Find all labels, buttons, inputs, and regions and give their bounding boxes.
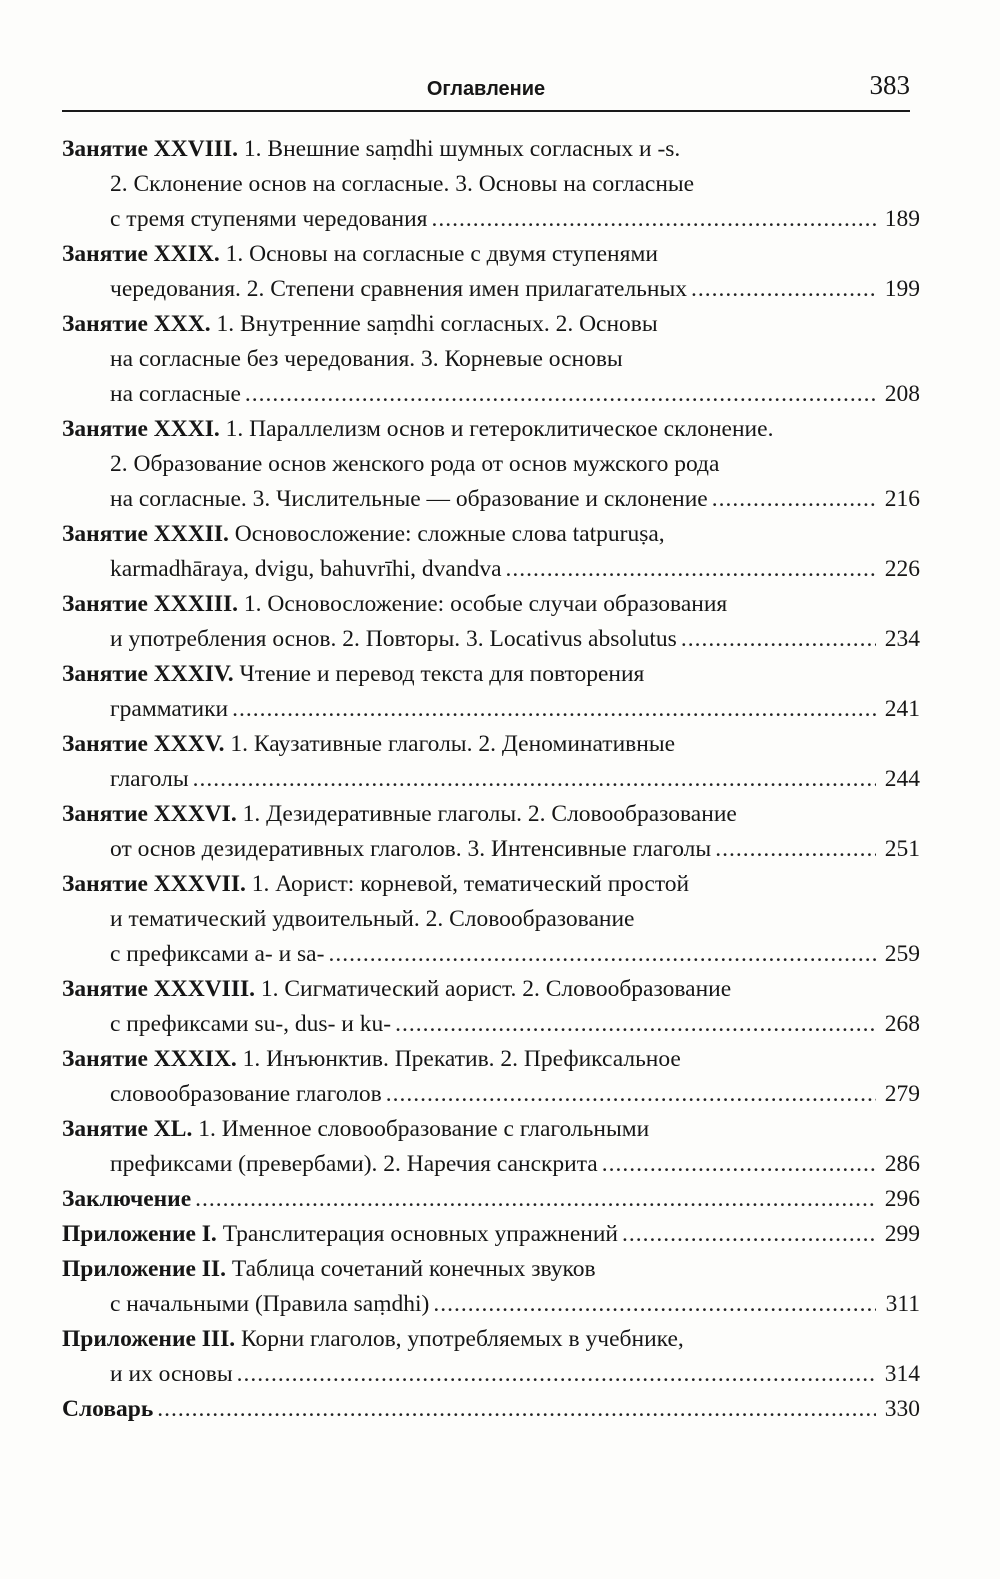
toc-entry-label: Приложение III.: [62, 1326, 236, 1352]
dot-leader: [195, 1182, 876, 1217]
toc-page-number: 296: [884, 1186, 920, 1212]
toc-entry-line: [62, 237, 920, 272]
toc-entry-text: Чтение и перевод текста для повторения: [239, 661, 645, 687]
toc-page-number: 330: [884, 1396, 920, 1422]
toc-page-number: 259: [884, 941, 920, 967]
toc-entry-line: [62, 1182, 920, 1217]
toc-entry-text: 1. Дезидеративные глаголы. 2. Словообразование: [242, 801, 737, 827]
toc-entry: [62, 412, 920, 517]
toc-entry-line: [62, 377, 920, 412]
toc-page-number: 208: [884, 381, 920, 407]
toc-entry-line: [62, 1217, 920, 1252]
toc-entry: [62, 1112, 920, 1182]
toc-page-number: 286: [884, 1151, 920, 1177]
toc-page-number: 241: [884, 696, 920, 722]
dot-leader: [506, 552, 876, 587]
toc-entry-text: 1. Внутренние saṃdhi согласных. 2. Основы: [216, 311, 658, 337]
toc-entry-text: с начальными (Правила saṃdhi): [110, 1291, 430, 1317]
dot-leader: [431, 202, 876, 237]
table-of-contents: [62, 132, 920, 1427]
toc-entry: [62, 307, 920, 412]
toc-entry: [62, 867, 920, 972]
toc-entry-line: [62, 622, 920, 657]
toc-entry: [62, 132, 920, 237]
toc-entry-line: [62, 1077, 920, 1112]
toc-entry-line: [62, 972, 920, 1007]
dot-leader: [245, 377, 876, 412]
toc-entry-line: [62, 552, 920, 587]
toc-entry-text: на согласные без чередования. 3. Корневые основы: [110, 346, 623, 372]
toc-entry-line: [62, 342, 920, 377]
toc-entry-text: на согласные. 3. Числительные — образование и склонение: [110, 486, 708, 512]
toc-page-number: 189: [884, 206, 920, 232]
dot-leader: [622, 1217, 876, 1252]
toc-entry-line: [62, 797, 920, 832]
toc-entry-label: Заключение: [62, 1186, 192, 1212]
toc-page-number: 244: [884, 766, 920, 792]
dot-leader: [157, 1392, 876, 1427]
dot-leader: [715, 832, 876, 867]
toc-entry-text: глаголы: [110, 766, 189, 792]
toc-page-number: 279: [884, 1081, 920, 1107]
toc-entry-label: Занятие XXIX.: [62, 241, 220, 267]
toc-entry-label: Словарь: [62, 1396, 154, 1422]
toc-entry-text: Таблица сочетаний конечных звуков: [231, 1256, 596, 1282]
toc-entry: [62, 797, 920, 867]
toc-entry-text: и тематический удвоительный. 2. Словообразование: [110, 906, 635, 932]
toc-entry: [62, 587, 920, 657]
toc-entry-line: [62, 832, 920, 867]
toc-entry-text: чередования. 2. Степени сравнения имен прилагательных: [110, 276, 688, 302]
dot-leader: [681, 622, 876, 657]
toc-entry-text: и употребления основ. 2. Повторы. 3. Locativus absolutus: [110, 626, 677, 652]
dot-leader: [328, 937, 876, 972]
toc-entry-text: 1. Основы на согласные с двумя ступенями: [225, 241, 658, 267]
toc-entry-text: Основосложение: сложные слова tatpuruṣa,: [234, 521, 665, 547]
toc-page-number: 234: [884, 626, 920, 652]
toc-entry-label: Занятие XXXVIII.: [62, 976, 255, 1002]
dot-leader: [193, 762, 876, 797]
toc-entry-line: [62, 1322, 920, 1357]
toc-entry-label: Занятие XXXVII.: [62, 871, 246, 897]
toc-entry-label: Занятие XXXV.: [62, 731, 225, 757]
toc-entry-text: 1. Сигматический аорист. 2. Словообразование: [260, 976, 732, 1002]
toc-entry-label: Занятие XXXIII.: [62, 591, 239, 617]
toc-entry-line: [62, 272, 920, 307]
toc-entry: [62, 1322, 920, 1392]
toc-entry-label: Занятие XXXIV.: [62, 661, 234, 687]
dot-leader: [433, 1287, 876, 1322]
toc-entry: [62, 972, 920, 1042]
toc-entry: [62, 1182, 920, 1217]
toc-entry-label: Занятие XXX.: [62, 311, 211, 337]
toc-page-number: 311: [885, 1291, 920, 1317]
toc-entry-line: [62, 692, 920, 727]
toc-entry-line: [62, 167, 920, 202]
toc-entry-text: от основ дезидеративных глаголов. 3. Интенсивные глаголы: [110, 836, 712, 862]
toc-entry-text: 2. Склонение основ на согласные. 3. Основы на согласные: [110, 171, 695, 197]
toc-entry-text: 1. Каузативные глаголы. 2. Деноминативные: [230, 731, 676, 757]
toc-entry-text: 1. Основосложение: особые случаи образования: [243, 591, 728, 617]
toc-entry-line: [62, 447, 920, 482]
toc-entry: [62, 1217, 920, 1252]
header-title: Оглавление: [426, 78, 546, 100]
toc-entry-text: префиксами (превербами). 2. Наречия санскрита: [110, 1151, 598, 1177]
toc-entry: [62, 1252, 920, 1322]
toc-entry-line: [62, 762, 920, 797]
toc-entry-line: [62, 867, 920, 902]
toc-entry-line: [62, 937, 920, 972]
dot-leader: [395, 1007, 876, 1042]
toc-entry-line: [62, 517, 920, 552]
toc-entry-line: [62, 412, 920, 447]
toc-entry-line: [62, 482, 920, 517]
toc-entry-line: [62, 1042, 920, 1077]
toc-entry-line: [62, 1287, 920, 1322]
toc-entry-label: Приложение I.: [62, 1221, 217, 1247]
toc-entry-line: [62, 657, 920, 692]
dot-leader: [237, 1357, 876, 1392]
toc-page-number: 251: [884, 836, 920, 862]
toc-entry-text: karmadhāraya, dvigu, bahuvrīhi, dvandva: [110, 556, 502, 582]
toc-entry-line: [62, 1112, 920, 1147]
toc-entry: [62, 237, 920, 307]
toc-entry-text: 1. Параллелизм основ и гетероклитическое склонение.: [225, 416, 774, 442]
toc-entry-label: Занятие XXXVI.: [62, 801, 237, 827]
toc-entry: [62, 1042, 920, 1112]
toc-entry-label: Занятие XXXII.: [62, 521, 229, 547]
toc-entry-text: и их основы: [110, 1361, 233, 1387]
dot-leader: [602, 1147, 876, 1182]
toc-entry-text: 2. Образование основ женского рода от основ мужского рода: [110, 451, 720, 477]
dot-leader: [232, 692, 876, 727]
toc-entry-line: [62, 1392, 920, 1427]
toc-entry: [62, 657, 920, 727]
toc-entry-text: с префиксами su-, dus- и ku-: [110, 1011, 392, 1037]
toc-entry-text: 1. Инъюнктив. Прекатив. 2. Префиксальное: [242, 1046, 681, 1072]
toc-entry: [62, 517, 920, 587]
toc-entry-line: [62, 132, 920, 167]
toc-entry-line: [62, 202, 920, 237]
toc-entry-line: [62, 307, 920, 342]
dot-leader: [386, 1077, 876, 1112]
page-number: 383: [869, 70, 910, 100]
toc-entry-text: Корни глаголов, употребляемых в учебнике,: [240, 1326, 684, 1352]
toc-entry-label: Приложение II.: [62, 1256, 226, 1282]
toc-entry: [62, 727, 920, 797]
toc-entry-line: [62, 902, 920, 937]
toc-entry-line: [62, 727, 920, 762]
toc-entry-label: Занятие XXVIII.: [62, 136, 239, 162]
toc-entry-text: Транслитерация основных упражнений: [222, 1221, 619, 1247]
running-header: [62, 72, 910, 112]
toc-entry-line: [62, 1252, 920, 1287]
toc-entry-text: 1. Внешние saṃdhi шумных согласных и -s.: [243, 136, 681, 162]
toc-entry-text: словообразование глаголов: [110, 1081, 382, 1107]
toc-entry-line: [62, 1147, 920, 1182]
toc-page-number: 216: [884, 486, 920, 512]
toc-entry-text: грамматики: [110, 696, 229, 722]
toc-entry-text: на согласные: [110, 381, 241, 407]
toc-entry-text: с тремя ступенями чередования: [110, 206, 428, 232]
toc-entry-text: 1. Аорист: корневой, тематический простой: [251, 871, 690, 897]
toc-page-number: 199: [884, 276, 920, 302]
toc-page-number: 268: [884, 1011, 920, 1037]
toc-entry-text: с префиксами a- и sa-: [110, 941, 325, 967]
toc-entry-line: [62, 1007, 920, 1042]
toc-entry-label: Занятие XL.: [62, 1116, 193, 1142]
toc-page-number: 299: [884, 1221, 920, 1247]
toc-page-number: 226: [884, 556, 920, 582]
dot-leader: [691, 272, 876, 307]
dot-leader: [712, 482, 876, 517]
toc-entry-label: Занятие XXXIX.: [62, 1046, 237, 1072]
toc-entry-text: 1. Именное словообразование с глагольными: [198, 1116, 650, 1142]
toc-entry-line: [62, 587, 920, 622]
toc-entry: [62, 1392, 920, 1427]
toc-entry-line: [62, 1357, 920, 1392]
toc-entry-label: Занятие XXXI.: [62, 416, 220, 442]
toc-page-number: 314: [884, 1361, 920, 1387]
